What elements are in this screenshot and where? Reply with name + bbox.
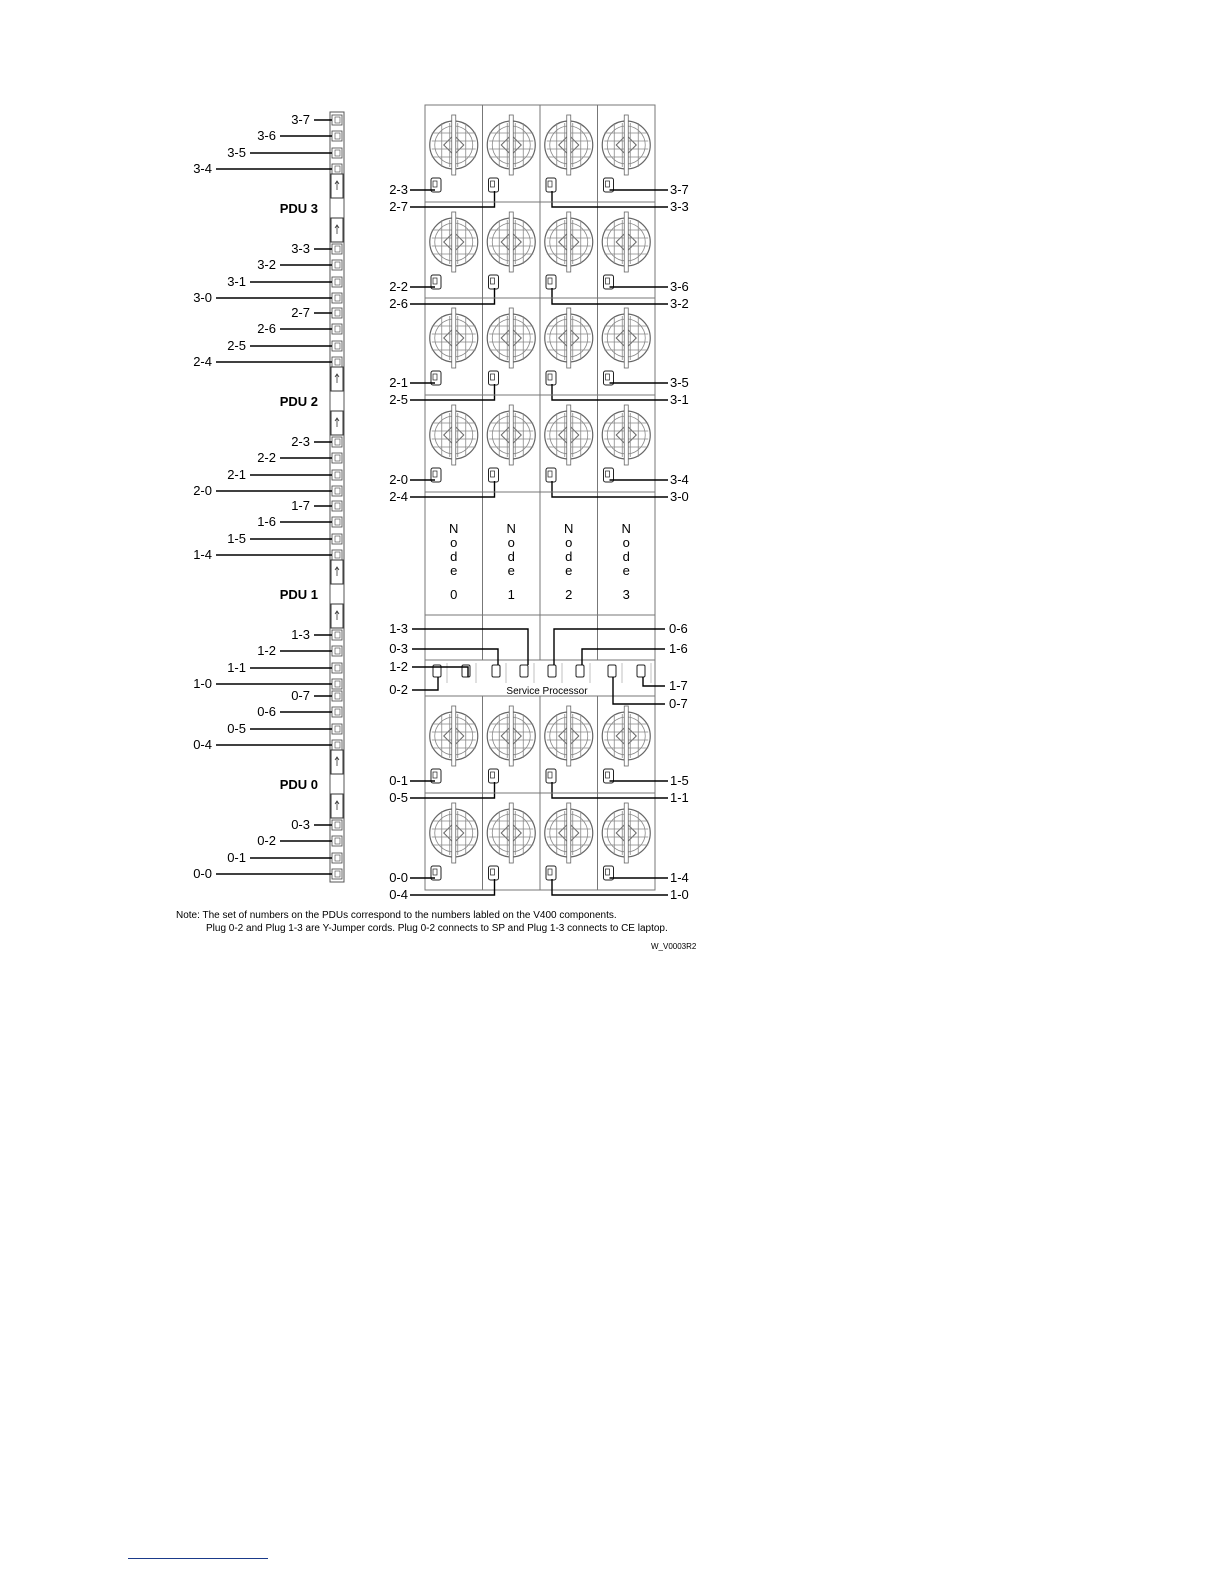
pdu-outlet — [332, 740, 342, 750]
power-plug-icon — [489, 468, 499, 482]
node-letter: o — [565, 535, 573, 550]
plug-label: 3-4 — [670, 472, 689, 487]
outlet-label: 0-3 — [291, 817, 310, 832]
plug-label: 3-3 — [670, 199, 689, 214]
sp-plug-label: 0-7 — [669, 696, 688, 711]
pdu-outlet — [332, 357, 342, 367]
outlet-label: 0-7 — [291, 688, 310, 703]
node-letter: o — [622, 535, 630, 550]
sp-plug-label: 0-2 — [389, 682, 408, 697]
pdu-outlet — [332, 501, 342, 511]
plug-label: 3-5 — [670, 375, 689, 390]
sp-plug-icon — [548, 665, 556, 677]
outlet-label: 2-0 — [193, 483, 212, 498]
plug-label: 1-4 — [670, 870, 689, 885]
plug-label: 2-1 — [389, 375, 408, 390]
power-plug-icon — [546, 178, 556, 192]
outlet-label: 0-4 — [193, 737, 212, 752]
plug-label: 3-7 — [670, 182, 689, 197]
pdu-outlet — [332, 341, 342, 351]
pdu-outlet — [332, 131, 342, 141]
outlet-label: 0-0 — [193, 866, 212, 881]
plug-label: 3-0 — [670, 489, 689, 504]
pdu-outlet — [332, 534, 342, 544]
sp-plug-icon — [492, 665, 500, 677]
power-plug-icon — [546, 769, 556, 783]
power-plug-icon — [489, 178, 499, 192]
node-0 — [449, 521, 458, 602]
sp-plug-label: 0-3 — [389, 641, 408, 656]
plug-label: 2-3 — [389, 182, 408, 197]
node-number: 2 — [565, 587, 573, 602]
pdu-name: PDU 0 — [279, 777, 318, 792]
outlet-label: 0-6 — [257, 704, 276, 719]
power-plug-icon — [489, 371, 499, 385]
pdu-outlet — [332, 630, 342, 640]
plug-label: 3-2 — [670, 296, 689, 311]
sp-plug-label: 1-3 — [389, 621, 408, 636]
power-plug-icon — [489, 769, 499, 783]
outlet-label: 1-5 — [227, 531, 246, 546]
sp-plug-icon — [520, 665, 528, 677]
power-plug-icon — [546, 275, 556, 289]
plug-label: 0-5 — [389, 790, 408, 805]
node-letter: d — [622, 549, 630, 564]
pdu-outlet — [332, 691, 342, 701]
pdu-outlet — [332, 663, 342, 673]
outlet-label: 3-6 — [257, 128, 276, 143]
power-plug-icon — [489, 866, 499, 880]
outlet-label: 3-7 — [291, 112, 310, 127]
plug-label: 2-7 — [389, 199, 408, 214]
plug-label: 2-6 — [389, 296, 408, 311]
outlet-label: 2-7 — [291, 305, 310, 320]
power-plug-icon — [546, 468, 556, 482]
outlet-label: 3-3 — [291, 241, 310, 256]
outlet-label: 2-3 — [291, 434, 310, 449]
node-number: 1 — [507, 587, 515, 602]
plug-label: 1-5 — [670, 773, 689, 788]
node-letter: e — [622, 563, 630, 578]
sp-plug-label: 1-7 — [669, 678, 688, 693]
node-letter: e — [565, 563, 573, 578]
node-letter: e — [450, 563, 458, 578]
sp-plug-label: 1-6 — [669, 641, 688, 656]
note-line-1: Note: The set of numbers on the PDUs correspond to the numbers labled on the V400 components. — [176, 910, 617, 921]
plug-label: 1-0 — [670, 887, 689, 902]
sp-title: Service Processor — [506, 686, 588, 697]
node-letter: d — [507, 549, 515, 564]
node-letter: N — [564, 521, 574, 536]
node-1 — [507, 521, 516, 602]
pdu-outlet — [332, 836, 342, 846]
outlet-label: 0-5 — [227, 721, 246, 736]
node-2 — [564, 521, 573, 602]
note-line-2: Plug 0-2 and Plug 1-3 are Y-Jumper cords. Plug 0-2 connects to SP and Plug 1-3 connects to CE laptop. — [206, 923, 668, 934]
pdu-outlet — [332, 244, 342, 254]
pdu-outlet — [332, 293, 342, 303]
outlet-label: 0-1 — [227, 850, 246, 865]
pdu-outlet — [332, 820, 342, 830]
node-letter: d — [450, 549, 458, 564]
node-letter: o — [507, 535, 515, 550]
sp-plug-icon — [576, 665, 584, 677]
pdu-outlet — [332, 148, 342, 158]
pdu-outlet — [332, 277, 342, 287]
pdu-strip — [193, 112, 344, 882]
v400-rack — [389, 105, 689, 902]
pdu-outlet — [332, 517, 342, 527]
sp-plug-icon — [608, 665, 616, 677]
plug-label: 2-5 — [389, 392, 408, 407]
outlet-label: 0-2 — [257, 833, 276, 848]
plug-label: 0-0 — [389, 870, 408, 885]
power-plug-icon — [546, 371, 556, 385]
node-letter: N — [506, 521, 516, 536]
pdu-outlet — [332, 646, 342, 656]
pdu-outlet — [332, 679, 342, 689]
outlet-label: 3-5 — [227, 145, 246, 160]
node-letter: o — [450, 535, 458, 550]
outlet-label: 1-4 — [193, 547, 212, 562]
outlet-label: 1-6 — [257, 514, 276, 529]
sp-plug-label: 0-6 — [669, 621, 688, 636]
node-number: 3 — [622, 587, 630, 602]
pdu-outlet — [332, 324, 342, 334]
figure-code: W_V0003R2 — [651, 942, 697, 951]
outlet-label: 3-1 — [227, 274, 246, 289]
outlet-label: 2-2 — [257, 450, 276, 465]
power-plug-icon — [546, 866, 556, 880]
footer-rule — [128, 1558, 268, 1559]
pdu-outlet — [332, 853, 342, 863]
pdu-name: PDU 1 — [279, 587, 318, 602]
pdu-outlet — [332, 470, 342, 480]
pdu-outlet — [332, 437, 342, 447]
plug-label: 2-2 — [389, 279, 408, 294]
outlet-label: 2-1 — [227, 467, 246, 482]
power-plug-icon — [489, 275, 499, 289]
pdu-name: PDU 3 — [279, 201, 318, 216]
outlet-label: 3-2 — [257, 257, 276, 272]
plug-label: 3-6 — [670, 279, 689, 294]
plug-label: 2-4 — [389, 489, 408, 504]
node-number: 0 — [450, 587, 458, 602]
outlet-label: 1-3 — [291, 627, 310, 642]
outlet-label: 2-4 — [193, 354, 212, 369]
outlet-label: 3-4 — [193, 161, 212, 176]
pdu-outlet — [332, 453, 342, 463]
pdu-outlet — [332, 869, 342, 879]
pdu-name: PDU 2 — [279, 394, 318, 409]
outlet-label: 1-0 — [193, 676, 212, 691]
outlet-label: 2-6 — [257, 321, 276, 336]
node-letter: N — [449, 521, 459, 536]
pdu-outlet — [332, 486, 342, 496]
pdu-outlet — [332, 115, 342, 125]
pdu-outlet — [332, 550, 342, 560]
sp-plug-icon — [637, 665, 645, 677]
plug-label: 0-4 — [389, 887, 408, 902]
outlet-label: 1-1 — [227, 660, 246, 675]
plug-label: 3-1 — [670, 392, 689, 407]
plug-label: 2-0 — [389, 472, 408, 487]
outlet-label: 3-0 — [193, 290, 212, 305]
pdu-outlet — [332, 724, 342, 734]
sp-plug-label: 1-2 — [389, 659, 408, 674]
node-3 — [622, 521, 631, 602]
pdu-outlet — [332, 308, 342, 318]
node-letter: N — [621, 521, 631, 536]
plug-label: 1-1 — [670, 790, 689, 805]
node-letter: e — [507, 563, 515, 578]
pdu-outlet — [332, 164, 342, 174]
pdu-outlet — [332, 707, 342, 717]
pdu-outlet — [332, 260, 342, 270]
outlet-label: 2-5 — [227, 338, 246, 353]
outlet-label: 1-2 — [257, 643, 276, 658]
plug-label: 0-1 — [389, 773, 408, 788]
node-letter: d — [565, 549, 573, 564]
outlet-label: 1-7 — [291, 498, 310, 513]
